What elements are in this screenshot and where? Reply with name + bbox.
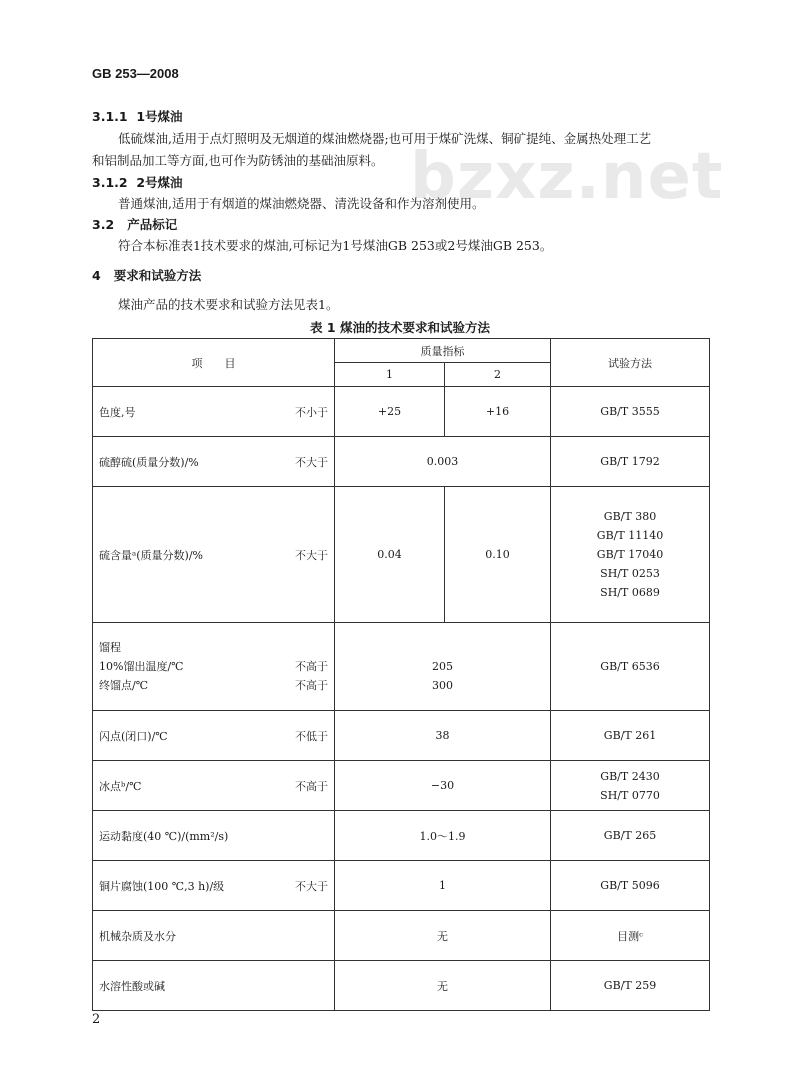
- watermark: bzxz.net: [410, 140, 724, 214]
- header-grade-2: 2: [445, 363, 551, 387]
- common-value: 无: [335, 911, 551, 961]
- method-value: GB/T 1792: [551, 437, 710, 487]
- limit-label: 不高于: [295, 660, 328, 673]
- table-header-row: [93, 339, 710, 363]
- table-row: [93, 623, 710, 711]
- header-item: 项 目: [93, 339, 335, 387]
- section-4-heading: [92, 266, 201, 284]
- item-label: 终馏点/℃: [99, 679, 149, 692]
- row-item: [93, 487, 335, 623]
- row-item: [93, 623, 335, 711]
- header-grade-1: 1: [335, 363, 445, 387]
- row-item: [93, 861, 335, 911]
- limit-label: 不小于: [295, 405, 328, 419]
- section-title: 1号煤油: [136, 109, 183, 124]
- common-value: 38: [335, 711, 551, 761]
- section-number: 3.1.2: [92, 175, 128, 190]
- header-method: 试验方法: [551, 339, 710, 387]
- paragraph-3-1-1-line2: 和铝制品加工等方面,也可作为防锈油的基础油原料。: [92, 153, 384, 168]
- grade2-value: +16: [445, 387, 551, 437]
- row-item: [93, 387, 335, 437]
- method-value: GB/T 17040: [596, 548, 664, 561]
- section-number: 4: [92, 268, 101, 283]
- method-value: SH/T 0253: [600, 567, 660, 580]
- section-title: 要求和试验方法: [113, 268, 202, 283]
- item-label: 冰点ᵇ/℃: [99, 779, 142, 793]
- table-row: [93, 437, 710, 487]
- common-value: 1.0～1.9: [335, 811, 551, 861]
- paragraph-3-2: 符合本标准表1技术要求的煤油,可标记为1号煤油GB 253或2号煤油GB 253。: [118, 238, 553, 253]
- row-item: [93, 711, 335, 761]
- common-value: 1: [335, 861, 551, 911]
- row-item: [93, 761, 335, 811]
- item-label: 机械杂质及水分: [99, 929, 176, 943]
- section-3-2-heading: [92, 215, 177, 233]
- item-label: 10%馏出温度/℃: [99, 660, 184, 673]
- section-3-1-1-heading: [92, 107, 183, 125]
- item-label: 水溶性酸或碱: [99, 979, 165, 993]
- method-list: [551, 761, 710, 811]
- limit-label: 不大于: [295, 455, 328, 469]
- method-value: GB/T 3555: [551, 387, 710, 437]
- item-label: 闪点(闭口)/℃: [99, 729, 168, 743]
- method-value: SH/T 0689: [600, 586, 660, 599]
- common-value: 无: [335, 961, 551, 1011]
- distillation-sub-line: [99, 657, 328, 676]
- paragraph-3-1-1-line1: 低硫煤油,适用于点灯照明及无烟道的煤油燃烧器;也可用于煤矿洗煤、铜矿提纯、金属热处理工艺: [118, 131, 652, 146]
- common-value: 205: [432, 660, 453, 673]
- method-value: SH/T 0770: [600, 788, 660, 802]
- item-label: 铜片腐蚀(100 ℃,3 h)/级: [99, 879, 225, 893]
- spec-table: [92, 338, 710, 1011]
- section-number: 3.1.1: [92, 109, 128, 124]
- grade1-value: +25: [335, 387, 445, 437]
- page-number: 2: [92, 1012, 101, 1027]
- item-label: 硫含量ᵃ(质量分数)/%: [99, 548, 203, 562]
- row-item: [93, 811, 335, 861]
- limit-label: 不高于: [295, 779, 328, 793]
- table-row: [93, 711, 710, 761]
- section-title: 2号煤油: [136, 175, 183, 190]
- grade2-value: 0.10: [445, 487, 551, 623]
- row-item: [93, 437, 335, 487]
- method-value: GB/T 2430: [600, 769, 660, 783]
- table-row: [93, 387, 710, 437]
- method-value: GB/T 380: [603, 510, 657, 523]
- paragraph-4: 煤油产品的技术要求和试验方法见表1。: [118, 297, 339, 312]
- item-label: 色度,号: [99, 405, 136, 419]
- table-row: [93, 811, 710, 861]
- paragraph-3-1-2: 普通煤油,适用于有烟道的煤油燃烧器、清洗设备和作为溶剂使用。: [118, 196, 485, 211]
- limit-label: 不大于: [295, 879, 328, 893]
- row-item: [93, 961, 335, 1011]
- table-row: [93, 487, 710, 623]
- table-row: [93, 961, 710, 1011]
- table-caption: 表 1 煤油的技术要求和试验方法: [310, 320, 490, 335]
- section-title: 产品标记: [127, 217, 178, 232]
- method-value: GB/T 5096: [551, 861, 710, 911]
- method-value: GB/T 259: [551, 961, 710, 1011]
- header-quality: 质量指标: [335, 339, 551, 363]
- item-label: 运动黏度(40 ℃)/(mm²/s): [99, 829, 229, 843]
- limit-label: 不高于: [295, 679, 328, 692]
- grade1-value: 0.04: [335, 487, 445, 623]
- method-value: GB/T 11140: [596, 529, 664, 542]
- limit-label: 不大于: [295, 548, 328, 562]
- table-row: [93, 861, 710, 911]
- method-value: GB/T 265: [551, 811, 710, 861]
- method-list: [551, 487, 710, 623]
- common-value-block: [335, 623, 551, 711]
- limit-label: 不低于: [295, 729, 328, 743]
- item-label: 硫醇硫(质量分数)/%: [99, 455, 199, 469]
- distillation-sub-line: [99, 676, 328, 695]
- method-value: 目测ᶜ: [551, 911, 710, 961]
- section-3-1-2-heading: [92, 173, 183, 191]
- table-row: [93, 911, 710, 961]
- common-value: 0.003: [335, 437, 551, 487]
- section-number: 3.2: [92, 217, 115, 232]
- distillation-title-line: [99, 638, 328, 657]
- method-value: GB/T 6536: [551, 623, 710, 711]
- document-header: GB 253—2008: [92, 66, 179, 81]
- item-label: 馏程: [99, 641, 121, 654]
- method-value: GB/T 261: [551, 711, 710, 761]
- row-item: [93, 911, 335, 961]
- common-value: 300: [432, 679, 453, 692]
- common-value: −30: [335, 761, 551, 811]
- table-row: [93, 761, 710, 811]
